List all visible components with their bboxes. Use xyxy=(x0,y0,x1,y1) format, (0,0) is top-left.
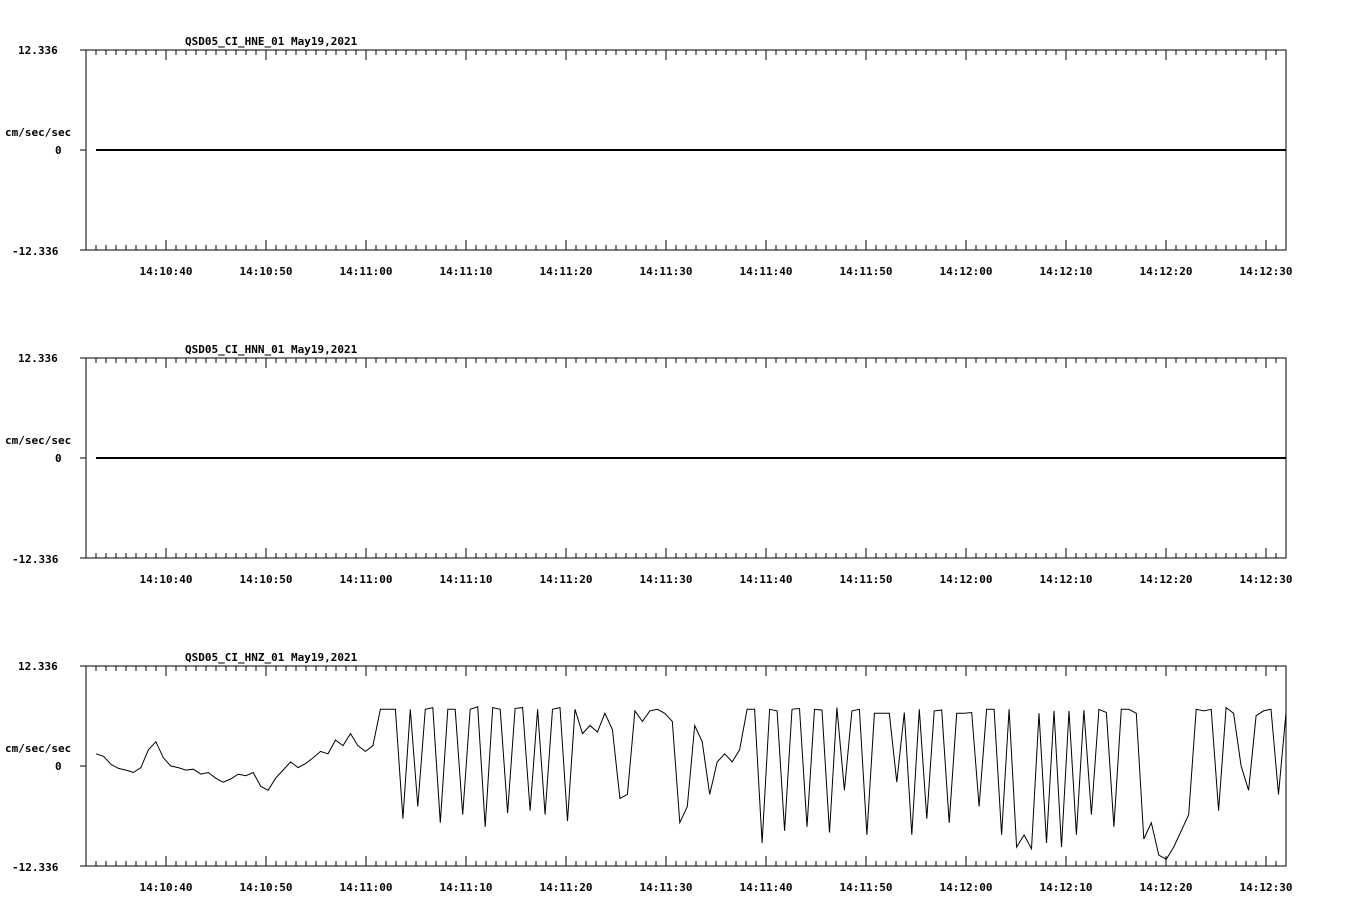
x-tick-label: 14:11:20 xyxy=(539,265,593,278)
y-axis-label: cm/sec/sec xyxy=(5,126,72,139)
x-tick-label: 14:11:10 xyxy=(439,881,493,894)
y-tick-label: -12.336 xyxy=(12,553,59,566)
x-tick-label: 14:11:00 xyxy=(339,265,393,278)
y-tick-label: 12.336 xyxy=(18,660,58,673)
x-tick-label: 14:11:50 xyxy=(839,265,893,278)
x-tick-label: 14:11:40 xyxy=(739,265,793,278)
panel-title: QSD05_CI_HNE_01 May19,2021 xyxy=(185,35,358,48)
seismogram-panel xyxy=(5,651,1292,894)
y-tick-label: 0 xyxy=(55,144,62,157)
plot-frame xyxy=(86,666,1286,866)
x-tick-label: 14:11:10 xyxy=(439,265,493,278)
x-tick-label: 14:11:30 xyxy=(639,881,693,894)
x-tick-label: 14:11:30 xyxy=(639,265,693,278)
x-tick-label: 14:11:30 xyxy=(639,573,693,586)
x-tick-label: 14:12:30 xyxy=(1239,881,1293,894)
y-axis-label: cm/sec/sec xyxy=(5,434,72,447)
panel-title: QSD05_CI_HNN_01 May19,2021 xyxy=(185,343,358,356)
x-tick-label: 14:12:10 xyxy=(1039,881,1093,894)
y-tick-label: 0 xyxy=(55,760,62,773)
y-tick-label: -12.336 xyxy=(12,861,59,874)
y-tick-label: -12.336 xyxy=(12,245,59,258)
x-tick-label: 14:11:50 xyxy=(839,573,893,586)
x-tick-label: 14:10:40 xyxy=(139,881,193,894)
x-tick-label: 14:11:50 xyxy=(839,881,893,894)
seismogram-panel xyxy=(5,35,1292,278)
x-tick-label: 14:12:10 xyxy=(1039,265,1093,278)
x-tick-label: 14:10:50 xyxy=(239,881,293,894)
x-tick-label: 14:11:20 xyxy=(539,881,593,894)
x-tick-label: 14:12:20 xyxy=(1139,265,1193,278)
y-tick-label: 12.336 xyxy=(18,352,58,365)
x-tick-label: 14:12:00 xyxy=(939,881,993,894)
x-tick-label: 14:12:30 xyxy=(1239,573,1293,586)
waveform-trace xyxy=(96,707,1286,859)
x-tick-label: 14:10:50 xyxy=(239,573,293,586)
x-tick-label: 14:12:10 xyxy=(1039,573,1093,586)
x-tick-label: 14:11:20 xyxy=(539,573,593,586)
x-tick-label: 14:11:00 xyxy=(339,881,393,894)
x-tick-label: 14:12:20 xyxy=(1139,573,1193,586)
x-tick-label: 14:11:00 xyxy=(339,573,393,586)
y-tick-label: 12.336 xyxy=(18,44,58,57)
panel-title: QSD05_CI_HNZ_01 May19,2021 xyxy=(185,651,358,664)
x-tick-label: 14:11:40 xyxy=(739,881,793,894)
x-tick-label: 14:12:00 xyxy=(939,573,993,586)
x-tick-label: 14:12:30 xyxy=(1239,265,1293,278)
x-tick-label: 14:11:40 xyxy=(739,573,793,586)
seismogram-panel xyxy=(5,343,1292,586)
x-tick-label: 14:10:50 xyxy=(239,265,293,278)
x-tick-label: 14:10:40 xyxy=(139,573,193,586)
y-axis-label: cm/sec/sec xyxy=(5,742,72,755)
x-tick-label: 14:12:00 xyxy=(939,265,993,278)
x-tick-label: 14:12:20 xyxy=(1139,881,1193,894)
x-tick-label: 14:10:40 xyxy=(139,265,193,278)
y-tick-label: 0 xyxy=(55,452,62,465)
x-tick-label: 14:11:10 xyxy=(439,573,493,586)
